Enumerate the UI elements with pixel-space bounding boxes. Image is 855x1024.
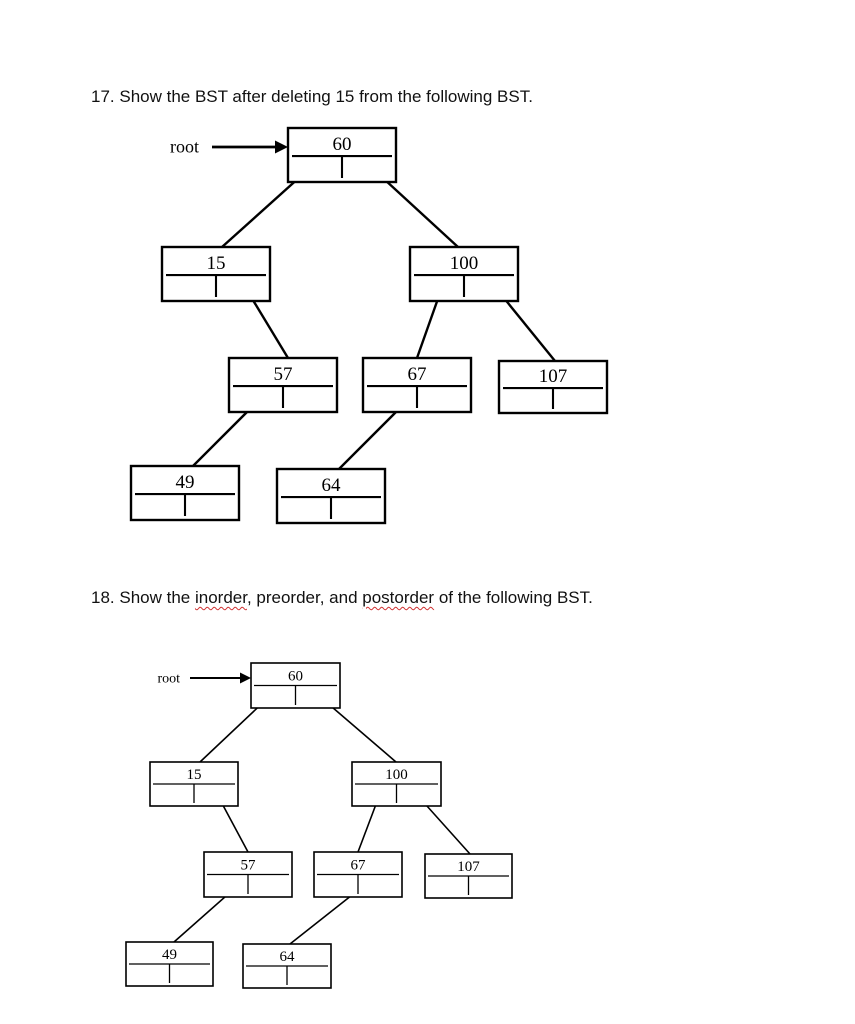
q18-middle: , preorder, and bbox=[246, 588, 363, 607]
node-value: 15 bbox=[186, 767, 202, 784]
node-value: 60 bbox=[332, 133, 352, 155]
node-value: 107 bbox=[538, 366, 568, 388]
tree-node-107 bbox=[425, 854, 512, 898]
q18-word-postorder: postorder bbox=[362, 588, 435, 607]
tree-node-67 bbox=[314, 852, 402, 897]
tree-node-100 bbox=[352, 762, 441, 806]
q18-prefix: 18. Show the bbox=[91, 588, 195, 607]
root-label: root bbox=[157, 671, 180, 687]
node-value: 100 bbox=[385, 767, 408, 784]
node-value: 15 bbox=[206, 252, 226, 274]
node-value: 67 bbox=[350, 857, 366, 874]
tree-node-64 bbox=[243, 944, 331, 988]
tree-node-57 bbox=[204, 852, 292, 897]
q18-suffix: of the following BST. bbox=[434, 588, 593, 607]
node-value: 64 bbox=[279, 949, 295, 966]
q18-word-inorder: inorder bbox=[194, 588, 247, 607]
node-value: 107 bbox=[457, 859, 480, 876]
node-value: 57 bbox=[240, 857, 256, 874]
node-value: 49 bbox=[175, 471, 195, 493]
node-value: 49 bbox=[162, 947, 177, 964]
node-value: 64 bbox=[321, 474, 341, 496]
root-label: root bbox=[170, 136, 199, 157]
tree-node-60 bbox=[251, 663, 340, 708]
tree-edge-4 bbox=[358, 799, 378, 852]
tree-node-15 bbox=[150, 762, 238, 806]
node-value: 100 bbox=[449, 252, 479, 274]
question-17: 17. Show the BST after deleting 15 from the following BST. bbox=[91, 87, 533, 106]
root-arrow-head bbox=[240, 673, 251, 684]
tree-node-49 bbox=[126, 942, 213, 986]
node-value: 67 bbox=[407, 363, 427, 385]
node-value: 57 bbox=[273, 363, 293, 385]
node-value: 60 bbox=[288, 668, 303, 685]
